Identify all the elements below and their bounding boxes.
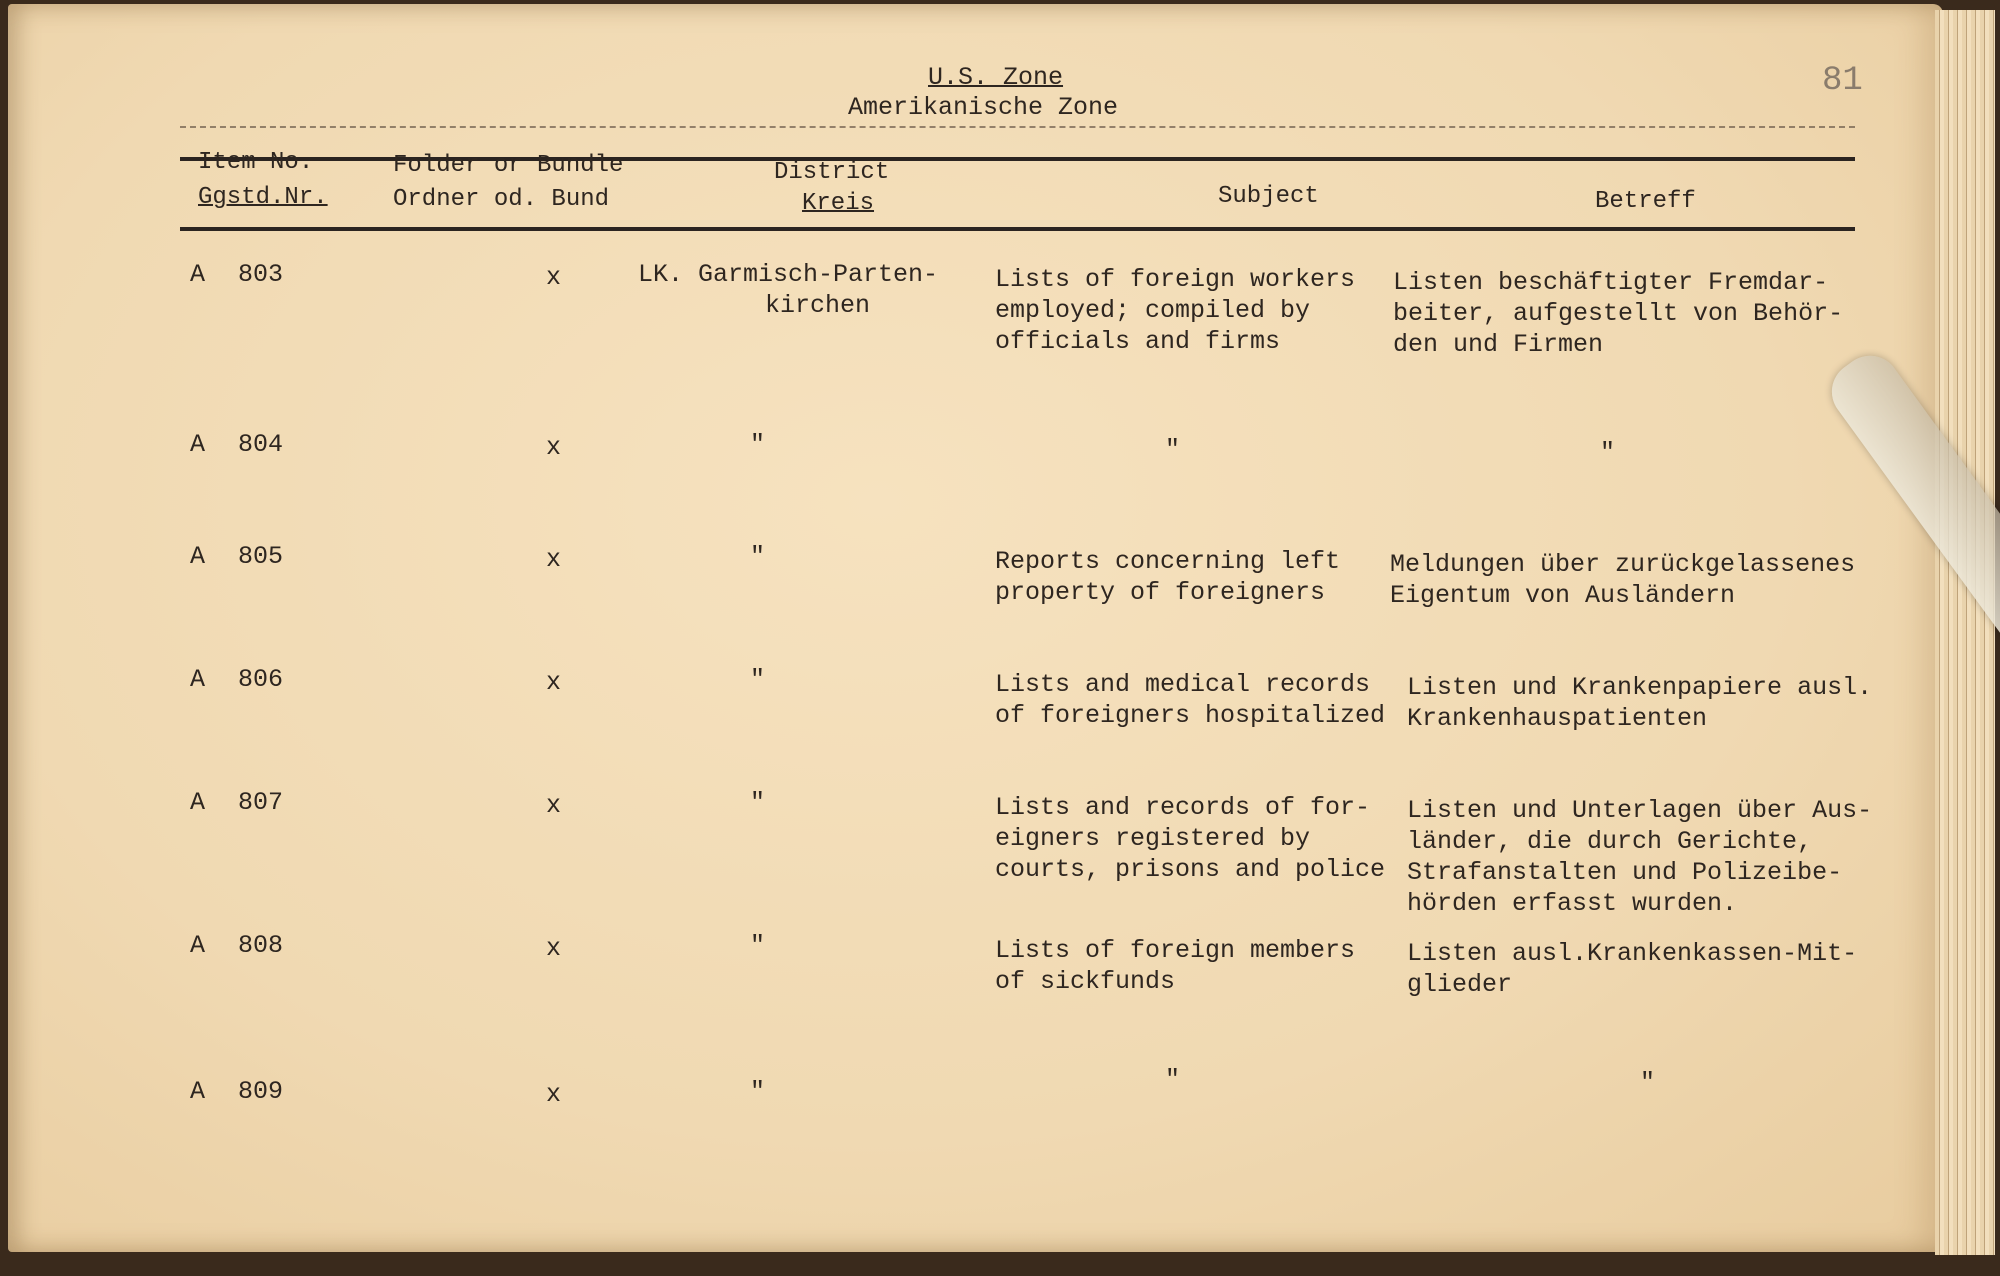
col-folder-en: Folder or Bundle xyxy=(393,152,624,179)
betreff-line: den und Firmen xyxy=(1393,330,1604,359)
item-prefix: A xyxy=(190,430,206,459)
subject-line: Lists of foreign members xyxy=(995,936,1356,965)
divider-dashed xyxy=(180,126,1855,128)
item-number: 803 xyxy=(238,260,284,289)
col-betreff: Betreff xyxy=(1595,188,1696,215)
item-prefix: A xyxy=(190,1077,206,1106)
col-district-de: Kreis xyxy=(802,190,875,217)
district-line: " xyxy=(750,430,766,459)
item-prefix: A xyxy=(190,665,206,694)
item-prefix: A xyxy=(190,260,206,289)
betreff-line: " xyxy=(1600,438,1616,467)
district-line: " xyxy=(750,931,766,960)
betreff-line: beiter, aufgestellt von Behör- xyxy=(1393,299,1844,328)
subject-line: of foreigners hospitalized xyxy=(995,701,1386,730)
item-prefix: A xyxy=(190,788,206,817)
district-line: LK. Garmisch-Parten- xyxy=(638,260,939,289)
subject-line: courts, prisons and police xyxy=(995,855,1386,884)
subject-line: Lists and medical records xyxy=(995,670,1371,699)
folder-mark: x xyxy=(546,263,562,292)
betreff-line: Strafanstalten und Polizeibe- xyxy=(1407,858,1843,887)
subject-line: Reports concerning left xyxy=(995,547,1341,576)
betreff-line: Krankenhauspatienten xyxy=(1407,704,1708,733)
title-amerikanische-zone: Amerikanische Zone xyxy=(848,93,1119,122)
subject-line: Lists and records of for- xyxy=(995,793,1371,822)
betreff-line: Listen und Unterlagen über Aus- xyxy=(1407,796,1873,825)
district-line: " xyxy=(750,1077,766,1106)
col-subject: Subject xyxy=(1218,183,1319,210)
betreff-line: Listen beschäftigter Fremdar- xyxy=(1393,268,1829,297)
item-prefix: A xyxy=(190,542,206,571)
folder-mark: x xyxy=(546,791,562,820)
folder-mark: x xyxy=(546,1080,562,1109)
betreff-line: Eigentum von Ausländern xyxy=(1390,581,1736,610)
divider-header-bottom xyxy=(180,227,1855,231)
district-line: " xyxy=(750,788,766,817)
subject-line: " xyxy=(1165,1065,1181,1094)
district-line: " xyxy=(750,665,766,694)
item-number: 808 xyxy=(238,931,284,960)
folder-mark: x xyxy=(546,934,562,963)
item-number: 806 xyxy=(238,665,284,694)
subject-line: officials and firms xyxy=(995,327,1281,356)
page-number: 81 xyxy=(1822,62,1863,100)
district-line: " xyxy=(750,542,766,571)
betreff-line: länder, die durch Gerichte, xyxy=(1407,827,1813,856)
item-number: 805 xyxy=(238,542,284,571)
folder-mark: x xyxy=(546,545,562,574)
subject-line: of sickfunds xyxy=(995,967,1176,996)
item-number: 804 xyxy=(238,430,284,459)
col-folder-de: Ordner od. Bund xyxy=(393,186,610,213)
betreff-line: Meldungen über zurückgelassenes xyxy=(1390,550,1856,579)
betreff-line: Listen und Krankenpapiere ausl. xyxy=(1407,673,1873,702)
page-edges xyxy=(1935,10,1995,1255)
col-item-de: Ggstd.Nr. xyxy=(198,184,328,211)
item-prefix: A xyxy=(190,931,206,960)
subject-line: property of foreigners xyxy=(995,578,1326,607)
subject-line: Lists of foreign workers xyxy=(995,265,1356,294)
item-number: 807 xyxy=(238,788,284,817)
subject-line: employed; compiled by xyxy=(995,296,1311,325)
col-item-en: Item No. xyxy=(198,149,314,176)
folder-mark: x xyxy=(546,433,562,462)
folder-mark: x xyxy=(546,668,562,697)
subject-line: eigners registered by xyxy=(995,824,1311,853)
betreff-line: " xyxy=(1640,1068,1656,1097)
betreff-line: Listen ausl.Krankenkassen-Mit- xyxy=(1407,939,1858,968)
betreff-line: glieder xyxy=(1407,970,1513,999)
title-us-zone: U.S. Zone xyxy=(928,63,1064,92)
col-district-en: District xyxy=(774,159,890,186)
item-number: 809 xyxy=(238,1077,284,1106)
subject-line: " xyxy=(1165,435,1181,464)
betreff-line: hörden erfasst wurden. xyxy=(1407,889,1738,918)
district-line: kirchen xyxy=(765,291,871,320)
